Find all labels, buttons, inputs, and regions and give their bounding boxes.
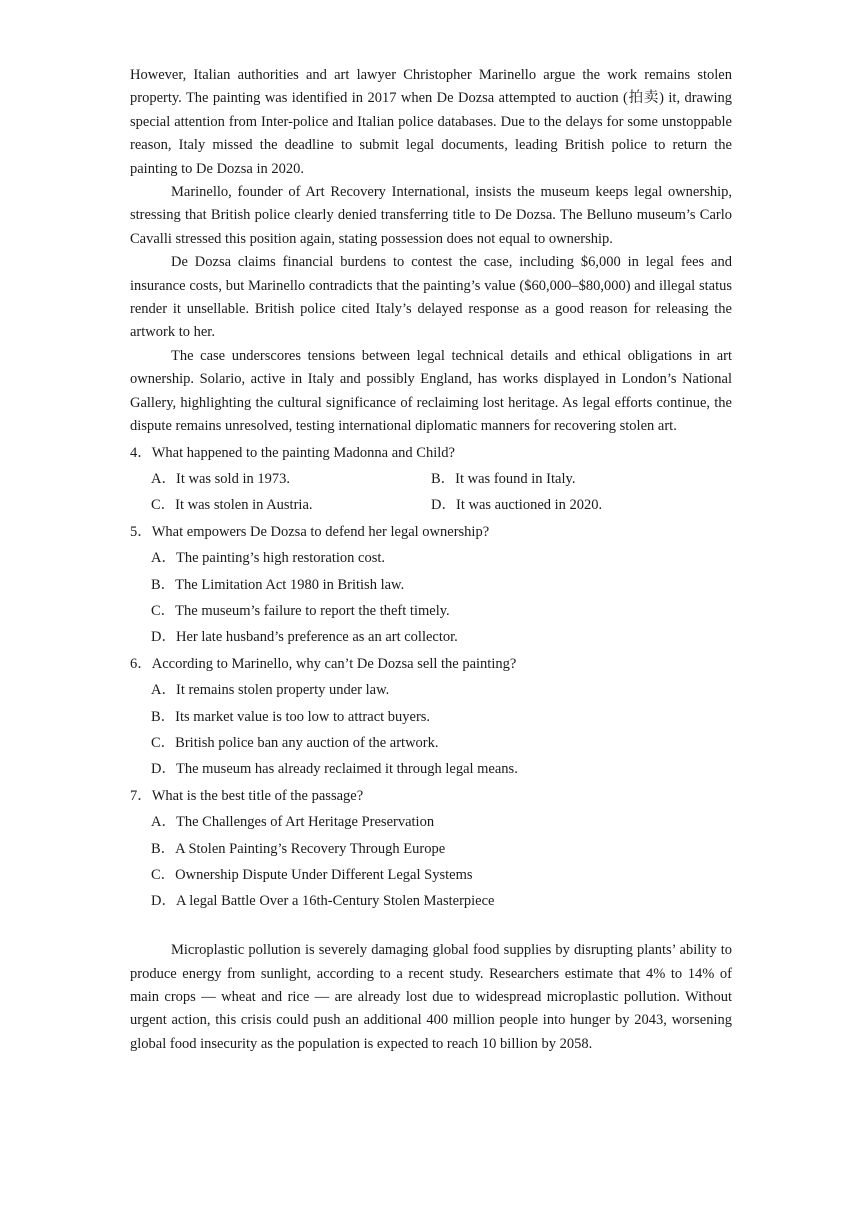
option-d[interactable] <box>151 888 732 914</box>
option-text: The museum has already reclaimed it through legal means. <box>175 760 518 777</box>
option-letter: C． <box>151 866 176 883</box>
option-text: It was auctioned in 2020. <box>455 496 603 513</box>
passage-c <box>130 64 732 439</box>
option-letter: A． <box>151 682 176 699</box>
option-d[interactable] <box>151 756 732 782</box>
option-c[interactable] <box>151 862 732 888</box>
options <box>130 677 732 782</box>
option-c[interactable] <box>151 598 732 624</box>
passage-c-paragraph-2: Marinello, founder of Art Recovery International, insists the museum keeps legal ownership, stressing that British police clearly denied transferring title to De Dozsa. The Belluno museum’s Carlo Cavalli stressed this position again, stating possession does not equal to ownership. <box>130 184 732 247</box>
option-b[interactable] <box>151 836 732 862</box>
option-text: Ownership Dispute Under Different Legal Systems <box>175 866 473 883</box>
passage-d <box>130 939 732 1056</box>
question-4 <box>130 440 732 519</box>
question-number: 4． <box>130 444 152 461</box>
option-a[interactable] <box>151 809 732 835</box>
question-text: What is the best title of the passage? <box>151 788 364 805</box>
option-b[interactable] <box>151 572 732 598</box>
option-letter: D． <box>431 496 456 513</box>
question-6 <box>130 651 732 782</box>
option-letter: C． <box>151 602 176 619</box>
option-text: The Limitation Act 1980 in British law. <box>175 576 405 593</box>
option-text: Her late husband’s preference as an art collector. <box>175 628 458 645</box>
option-letter: B． <box>431 470 456 487</box>
question-number: 5． <box>130 524 152 541</box>
question-text: What empowers De Dozsa to defend her legal ownership? <box>151 524 490 541</box>
question-stem <box>130 783 732 809</box>
option-letter: A． <box>151 470 176 487</box>
question-stem <box>130 651 732 677</box>
question-number: 7． <box>130 788 152 805</box>
option-letter: B． <box>151 840 176 857</box>
question-text: What happened to the painting Madonna and Child? <box>151 444 455 461</box>
option-letter: A． <box>151 814 176 831</box>
option-letter: D． <box>151 628 176 645</box>
option-d[interactable] <box>431 492 711 518</box>
question-number: 6． <box>130 656 152 673</box>
option-letter: B． <box>151 576 176 593</box>
option-text: It remains stolen property under law. <box>175 682 390 699</box>
option-letter: D． <box>151 760 176 777</box>
option-c[interactable] <box>151 492 431 518</box>
option-a[interactable] <box>151 466 431 492</box>
question-stem <box>130 519 732 545</box>
passage-c-paragraph-3: De Dozsa claims financial burdens to contest the case, including $6,000 in legal fees and insurance costs, but Marinello contradicts that the painting’s value ($60,000–$80,000) and illegal status render it unsellable. British police cited Italy’s delayed response as a good reason for releasing the artwork to her. <box>130 254 732 341</box>
option-letter: B． <box>151 708 176 725</box>
options <box>130 545 732 650</box>
section-gap <box>130 914 732 939</box>
option-text: British police ban any auction of the artwork. <box>175 734 439 751</box>
option-b[interactable] <box>431 466 711 492</box>
exam-page <box>130 64 732 1056</box>
option-row <box>151 466 732 492</box>
option-text: It was found in Italy. <box>455 470 576 487</box>
question-5 <box>130 519 732 650</box>
option-text: It was stolen in Austria. <box>175 496 313 513</box>
question-7 <box>130 783 732 914</box>
option-row <box>151 492 732 518</box>
option-text: Its market value is too low to attract buyers. <box>175 708 431 725</box>
option-letter: D． <box>151 892 176 909</box>
option-letter: A． <box>151 550 176 567</box>
option-letter: C． <box>151 734 176 751</box>
option-c[interactable] <box>151 730 732 756</box>
option-b[interactable] <box>151 704 732 730</box>
passage-d-paragraph-1: Microplastic pollution is severely damaging global food supplies by disrupting plants’ ability to produce energy from sunlight, according to a recent study. Researchers estimate that 4% to 14% of main crops — wheat and rice — are already lost due to widespread microplastic pollution. Without urgent action, this crisis could push an additional 400 million people into hunger by 2043, worsening global food insecurity as the population is expected to reach 10 billion by 2058. <box>130 942 732 1052</box>
passage-c-paragraph-1: However, Italian authorities and art lawyer Christopher Marinello argue the work remains stolen property. The painting was identified in 2017 when De Dozsa attempted to auction (拍卖) it, drawing special attention from Inter-police and Italian police databases. Due to the delays for some unstoppable reason, Italy missed the deadline to submit legal documents, leading British police to return the painting to De Dozsa in 2020. <box>130 67 732 177</box>
passage-c-paragraph-4: The case underscores tensions between legal technical details and ethical obligations in art ownership. Solario, active in Italy and possibly England, has works displayed in London’s National Gallery, highlighting the cultural significance of reclaiming lost heritage. As legal efforts continue, the dispute remains unresolved, testing international diplomatic manners for recovering stolen art. <box>130 347 732 435</box>
option-text: It was sold in 1973. <box>175 470 290 487</box>
option-text: The painting’s high restoration cost. <box>175 550 385 567</box>
question-text: According to Marinello, why can’t De Dozsa sell the painting? <box>151 656 517 673</box>
option-text: A legal Battle Over a 16th-Century Stolen Masterpiece <box>175 892 495 909</box>
option-text: A Stolen Painting’s Recovery Through Europe <box>175 840 446 857</box>
option-text: The Challenges of Art Heritage Preservation <box>175 814 435 831</box>
question-stem <box>130 440 732 466</box>
option-a[interactable] <box>151 677 732 703</box>
option-text: The museum’s failure to report the theft timely. <box>175 602 450 619</box>
options <box>130 466 732 518</box>
option-letter: C． <box>151 496 176 513</box>
option-a[interactable] <box>151 545 732 571</box>
options <box>130 809 732 914</box>
option-d[interactable] <box>151 624 732 650</box>
